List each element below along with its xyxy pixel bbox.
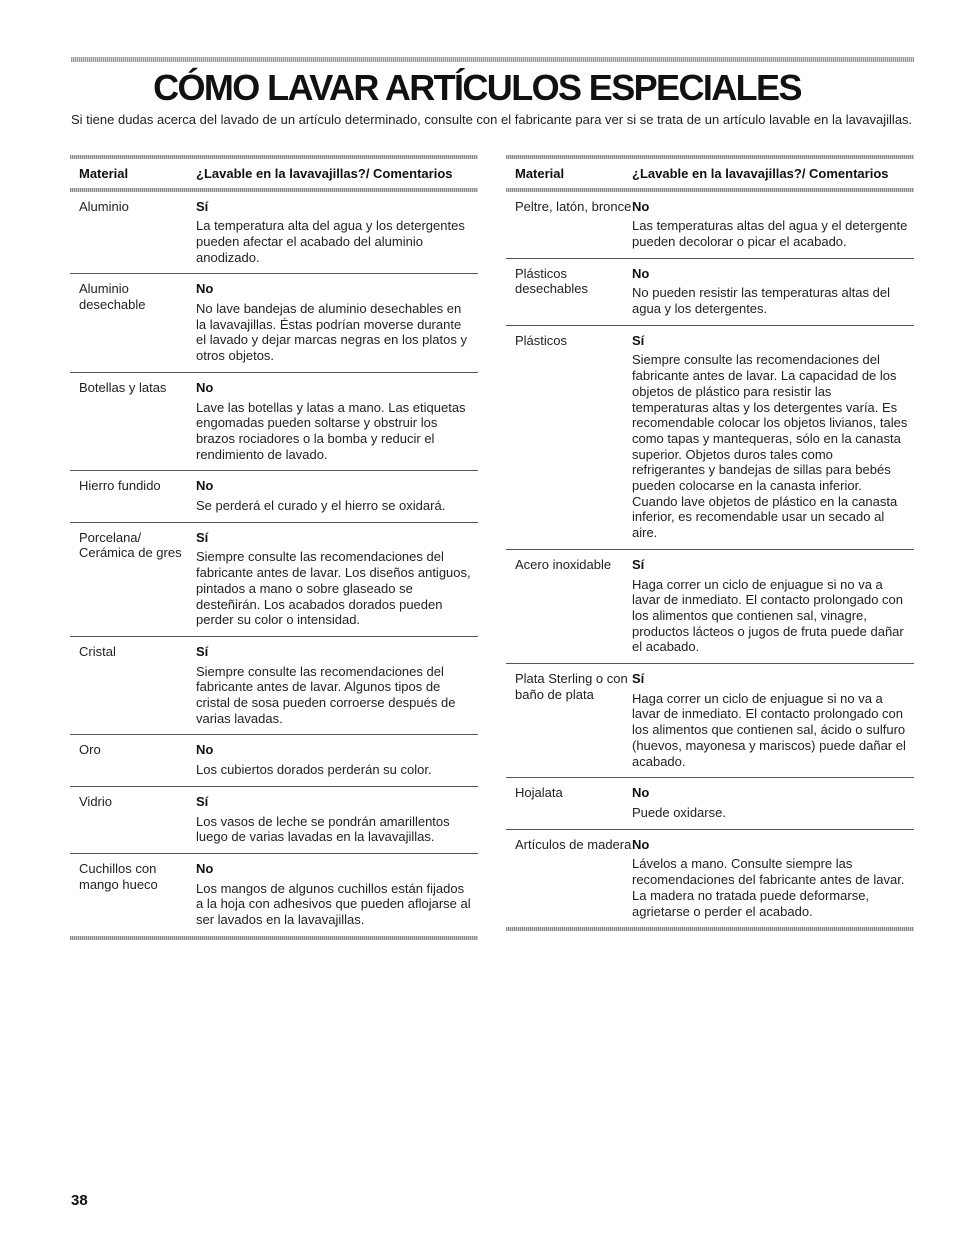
material-cell: Vidrio	[79, 793, 113, 809]
table-header	[506, 159, 914, 188]
page-title: CÓMO LAVAR ARTÍCULOS ESPECIALES	[153, 67, 801, 108]
comment-cell	[196, 742, 478, 777]
comment-text: Siempre consulte las recomendaciones del fabricante antes de lavar. Algunos tipos de cristal de sosa pueden corroerse después de varias lavadas.	[196, 663, 456, 726]
verdict-label: No	[196, 281, 214, 297]
table-left	[70, 155, 478, 940]
comment-cell	[632, 785, 914, 820]
verdict-label: No	[196, 478, 214, 494]
table-row	[506, 830, 914, 928]
table-row	[70, 471, 478, 522]
comment-text: Los mangos de algunos cuchillos están fijados a la hoja con adhesivos que pueden aflojarse al ser lavados en la lavavajillas.	[196, 880, 471, 928]
table-row	[506, 550, 914, 664]
verdict-label: Sí	[632, 556, 645, 572]
verdict-label: No	[632, 785, 650, 801]
table-row	[70, 373, 478, 472]
comment-cell	[196, 861, 478, 928]
header-washable: ¿Lavable en la lavavajillas?/ Comentarios	[196, 166, 453, 181]
comment-cell	[632, 837, 914, 920]
comment-text: Lávelos a mano. Consulte siempre las recomendaciones del fabricante antes de lavar. La madera no tratada puede deformarse, agrietarse o perder el acabado.	[632, 856, 905, 919]
comment-cell	[196, 644, 478, 727]
comment-text: Las temperaturas altas del agua y el detergente pueden decolorar o picar el acabado.	[632, 218, 908, 249]
comment-cell	[196, 478, 478, 513]
table-row	[70, 274, 478, 373]
verdict-label: Sí	[196, 643, 209, 659]
table-row	[70, 637, 478, 736]
verdict-label: Sí	[632, 332, 645, 348]
comment-text: Puede oxidarse.	[632, 805, 726, 820]
comment-cell	[632, 557, 914, 655]
table-row	[70, 735, 478, 786]
comment-text: Haga correr un ciclo de enjuague si no va a lavar de inmediato. El contacto prolongado con los alimentos que contienen sal, vinagre, productos lácteos o jugos de fruta puede dañar el acabado.	[632, 576, 904, 655]
comment-text: Lave las botellas y latas a mano. Las etiquetas engomadas pueden soltarse y obstruir los brazos rociadores o la bomba y reducir el rendimiento de lavado.	[196, 399, 466, 462]
comment-text: La temperatura alta del agua y los detergentes pueden afectar el acabado del aluminio anodizado.	[196, 218, 465, 265]
verdict-label: No	[632, 836, 650, 852]
intro-text: Si tiene dudas acerca del lavado de un artículo determinado, consulte con el fabricante para ver si se trata de un artículo lavable en la lavavajillas.	[71, 112, 913, 127]
comment-cell	[632, 199, 914, 250]
material-cell: Hierro fundido	[79, 478, 161, 494]
comment-cell	[196, 530, 478, 628]
comment-cell	[632, 671, 914, 769]
comment-text: No pueden resistir las temperaturas altas del agua y los detergentes.	[632, 285, 890, 317]
material-cell: Peltre, latón, bronce	[515, 198, 632, 214]
verdict-label: Sí	[196, 793, 209, 809]
table-row	[70, 192, 478, 275]
table-row	[70, 854, 478, 936]
material-cell: Aluminio	[79, 198, 129, 214]
header-material: Material	[515, 166, 565, 181]
verdict-label: Sí	[196, 529, 209, 545]
comment-cell	[632, 266, 914, 317]
table-row	[506, 778, 914, 829]
comment-text: Haga correr un ciclo de enjuague si no va a lavar de inmediato. El contacto prolongado con los alimentos que contienen sal, ácido o sulfuro (huevos, mayonesa y mariscos) puede dañar el acabado.	[632, 690, 906, 769]
comment-cell	[196, 794, 478, 845]
comment-text: Los vasos de leche se pondrán amarillentos luego de varias lavadas en la lavavajillas.	[196, 813, 450, 845]
comment-text: Se perderá el curado y el hierro se oxidará.	[196, 498, 446, 514]
header-washable: ¿Lavable en la lavavajillas?/ Comentarios	[632, 166, 889, 181]
material-cell: Botellas y latas	[79, 379, 167, 395]
comment-cell	[196, 380, 478, 463]
page-number: 38	[71, 1192, 88, 1209]
table-body	[70, 192, 478, 936]
material-cell: Plata Sterling o con baño de plata	[515, 671, 628, 702]
material-cell: Artículos de madera	[515, 836, 632, 852]
table-row	[506, 664, 914, 778]
verdict-label: No	[632, 198, 650, 214]
table-right	[506, 155, 914, 931]
comment-text: Siempre consulte las recomendaciones del fabricante antes de lavar. La capacidad de los objetos de plástico para resistir las temperaturas altas y los detergentes varía. Es recomendable colocar los objetos livianos, tales como tapas y mantequeras, sólo en la canasta superior. Objetos duros tales como refrigerantes y bandejas de sillas para bebés pueden colocarse en la canasta inferior. Cuando lave objetos de plástico en la canasta inferior, es recomendable usar un secado al aire.	[632, 352, 908, 541]
table-row	[70, 787, 478, 854]
verdict-label: Sí	[632, 671, 645, 687]
verdict-label: No	[196, 861, 214, 876]
table-row	[506, 192, 914, 259]
material-cell: Hojalata	[515, 785, 563, 801]
top-rule	[71, 57, 914, 62]
comment-cell	[196, 281, 478, 364]
material-cell: Acero inoxidable	[515, 556, 612, 572]
material-cell: Aluminio desechable	[79, 281, 146, 313]
verdict-label: No	[632, 265, 650, 281]
material-cell: Porcelana/ Cerámica de gres	[79, 529, 182, 561]
material-cell: Plásticos	[515, 332, 568, 348]
table-header	[70, 159, 478, 188]
verdict-label: Sí	[196, 198, 209, 214]
table-row	[70, 523, 478, 637]
header-material: Material	[79, 166, 129, 181]
comment-text: Los cubiertos dorados perderán su color.	[196, 762, 432, 778]
material-cell: Cristal	[79, 643, 116, 659]
material-cell: Oro	[79, 742, 101, 758]
comment-cell	[196, 199, 478, 266]
table-bottom-rule	[70, 936, 478, 940]
table-row	[506, 259, 914, 326]
table-row	[506, 326, 914, 550]
material-cell: Plásticos desechables	[515, 265, 588, 297]
verdict-label: No	[196, 379, 214, 395]
verdict-label: No	[196, 742, 214, 758]
material-cell: Cuchillos con mango hueco	[79, 861, 158, 892]
table-body	[506, 192, 914, 928]
comment-text: Siempre consulte las recomendaciones del fabricante antes de lavar. Los diseños antiguos, pintados a mano o sobre glaseado se desteñirán. Los acabados dorados pueden perder su color o intensidad.	[196, 549, 471, 628]
comment-cell	[632, 333, 914, 541]
table-bottom-rule	[506, 927, 914, 931]
comment-text: No lave bandejas de aluminio desechables en la lavavajillas. Éstas podrían moverse durante el lavado y dejar marcas negras en los platos y otros objetos.	[196, 301, 467, 364]
